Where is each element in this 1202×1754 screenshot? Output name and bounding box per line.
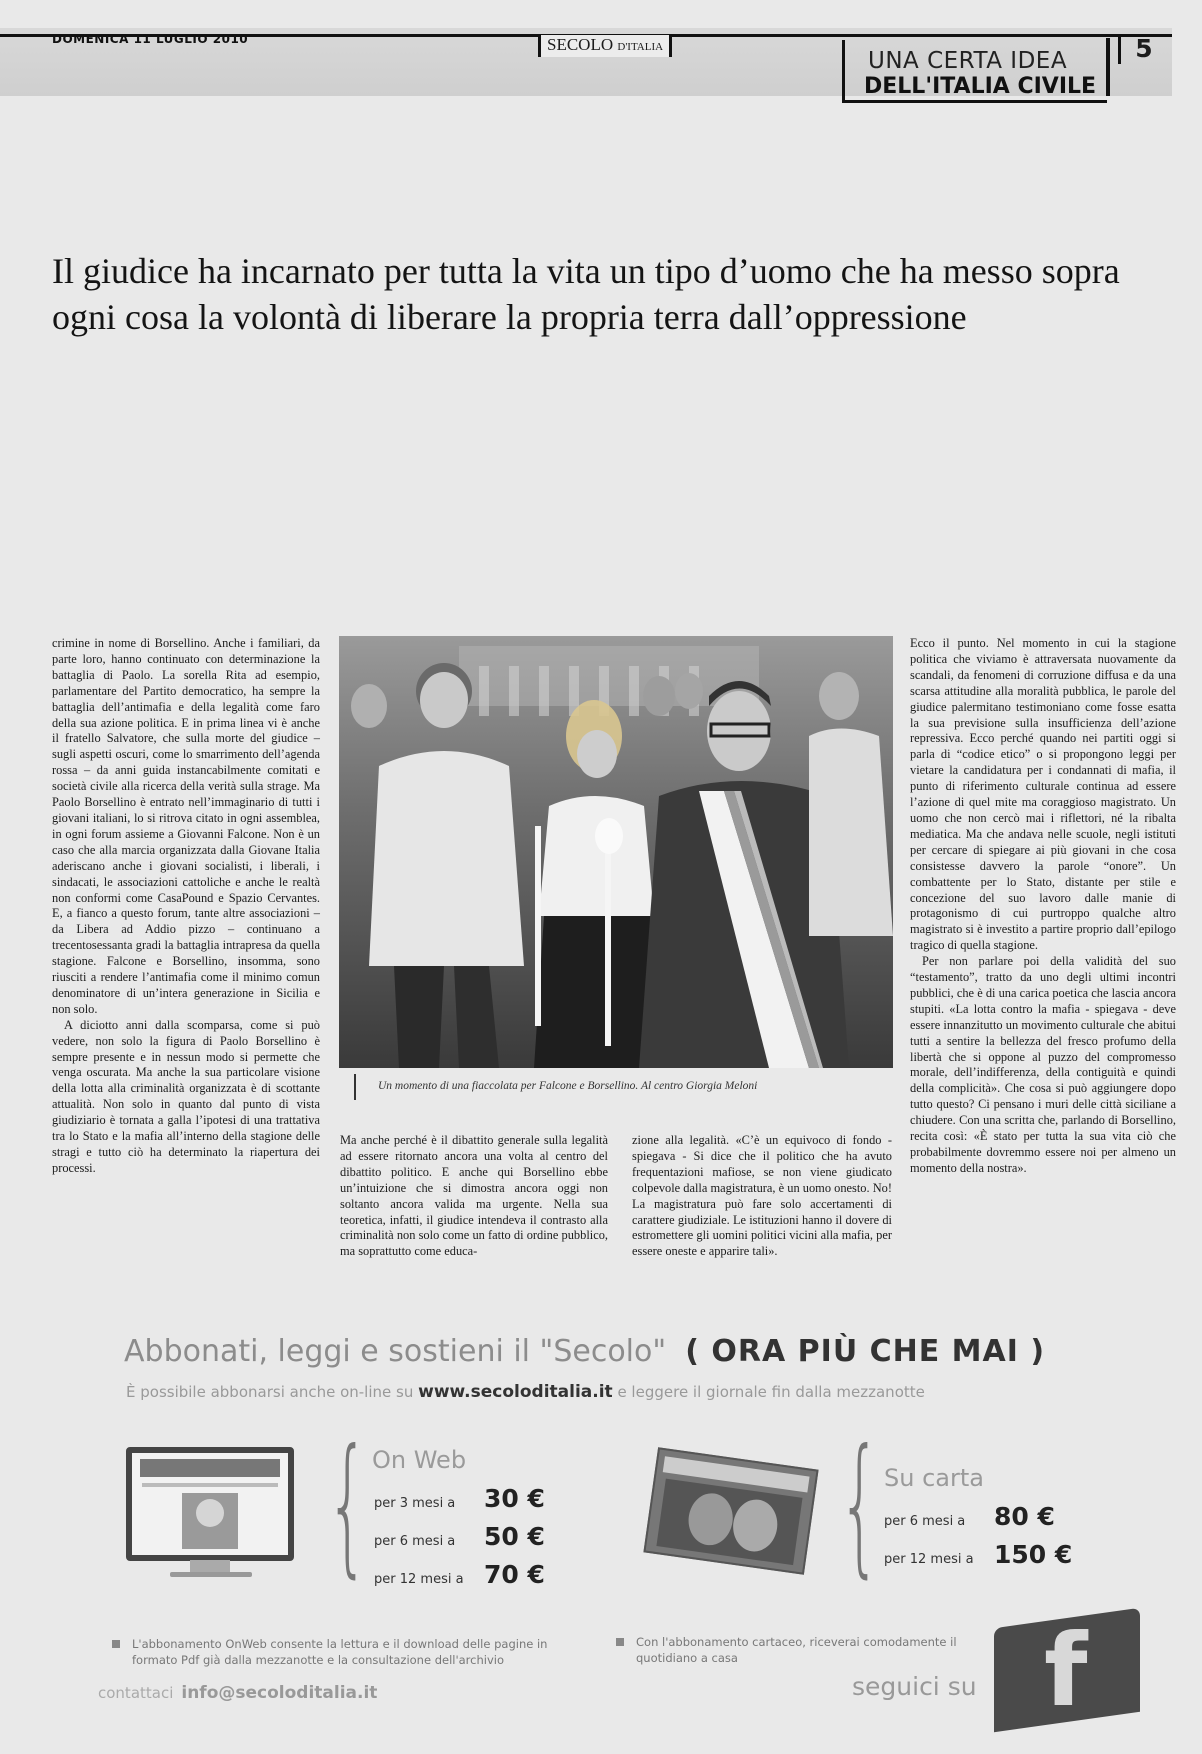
follow-text: seguici su	[852, 1672, 977, 1701]
article-headline: Il giudice ha incarnato per tutta la vita un tipo d’uomo che ha messo sopra ogni cosa la volontà di liberare la propria terra dall’oppressione	[52, 251, 1120, 337]
page-number: 5	[1118, 34, 1167, 64]
monitor-stand	[190, 1560, 230, 1572]
paragraph: crimine in nome di Borsellino. Anche i familiari, da parte loro, hanno continuato con determinazione la battaglia di Paolo. La sorella Rita ad esempio, parlamentare del Partito democratico, ha sempre la battaglia dell’antimafia e della legalità come faro della sua azione politica. E in prima linea vi è anche il fratello Salvatore, che sulla morte del giudice – sugli aspetti oscuri, come lo smarrimento dell’agenda rossa – da anni guida instancabilmente comitati e società civile alla ricerca della verità sulla strage. Ma Paolo Borsellino è entrato nell’immaginario di tutti i giovani italiani, lo si ritrova citato in ogni assemblea, in ogni forum assieme a Giovanni Falcone. Non è un caso che alla marcia organizzata dalla Giovane Italia aderiscano anche i giovani socialisti, i liberali, i sindacati, le associazioni cattoliche e anche le realtà non conformi come CasaPound e Spazio Cervantes. E, a fianco a questo forum, tante altre associazioni – da Libera ad Addio pizzo – continuano a trecentosessanta gradi la battaglia intrapresa da quella stagione. Falcone e Borsellino, insomma, sono riusciti a rendere l’antimafia come il minimo comun denominatore di un’intera generazione in Sicilia e non solo.	[52, 636, 320, 1016]
facebook-icon[interactable]: f	[1044, 1612, 1088, 1729]
carta-note-text: Con l'abbonamento cartaceo, riceverai comodamente il quotidiano a casa	[636, 1635, 957, 1665]
paragraph: zione alla legalità. «C’è un equivoco di fondo - spiegava - Si dice che il politico che ha avuto frequentazioni mafiose, se non viene giudicato colpevole dalla magistratura, è un uomo onesto. No! La magistratura può fare solo accertamenti di carattere giudiziale. Le istituzioni hanno il dovere di estromettere gli uomini politici vicini alla mafia, per essere oneste e apparire tali».	[632, 1133, 892, 1259]
caption-rule	[354, 1074, 356, 1100]
plan-price: 70 €	[484, 1560, 545, 1589]
photo-caption: Un momento di una fiaccolata per Falcone e Borsellino. Al centro Giorgia Meloni	[378, 1080, 758, 1092]
carta-note	[636, 1634, 996, 1666]
plan-label: per 12 mesi a	[884, 1552, 974, 1567]
carta-plan-row	[884, 1502, 1055, 1531]
web-note	[132, 1636, 572, 1668]
ad-website-link[interactable]: www.secoloditalia.it	[418, 1382, 613, 1402]
paragraph: A diciotto anni dalla scomparsa, come si può vedere, non solo la figura di Paolo Borsellino è sempre presente e in nessun modo si permette che venga oscurata. Ma anche la sua particolare visione della lotta alla criminalità organizzata è di scottante attualità. Non solo in quanto dal punto di vista giudiziario è tornata a galla l’ipotesi di una trattativa tra lo Stato e la mafia all’interno della stagione delle stragi e tutto ciò ha determinato la riapertura dei processi.	[52, 1017, 320, 1175]
contact-label: contattaci	[98, 1684, 174, 1702]
ad-title	[124, 1334, 1045, 1369]
ad-subtitle-pre: È possibile abbonarsi anche on-line su	[126, 1383, 414, 1401]
bullet-square-icon	[112, 1640, 120, 1648]
masthead-small: D'ITALIA	[617, 41, 664, 53]
paragraph: Per non parlare poi della validità del suo “testamento”, tratto da uno degli ultimi incontri pubblici, che è di una carica poetica che lascia ancora stupiti. «La lotta contro la mafia - spiegava - deve essere innanzitutto un movimento culturale che abitui tutti a sentire la bellezza del fresco profumo della libertà che si oppone al puzzo del compromesso morale, dell’indifferenza, della contiguità e quindi della complicità». Che cosa si può aggiungere dopo tutto questo? Ci pensano i muri delle città siciliane a chiudere. Con una scritta che, parlando di Borsellino, recita così: «È stato per tutta la sua vita ciò che probabilmente dovremmo essere noi per almeno un momento della nostra».	[910, 954, 1176, 1175]
photo-illustration	[339, 636, 893, 1068]
newspaper-icon	[643, 1447, 818, 1575]
article-photo	[339, 636, 893, 1068]
article-column-4	[910, 636, 1176, 1177]
monitor-icon	[126, 1447, 294, 1561]
carta-plan-row	[884, 1540, 1072, 1569]
brace-web: {	[326, 1418, 370, 1592]
monitor-base	[170, 1572, 252, 1577]
issue-date: DOMENICA 11 LUGLIO 2010	[52, 32, 249, 46]
plan-price: 50 €	[484, 1522, 545, 1551]
plan-label: per 6 mesi a	[884, 1514, 966, 1529]
article-column-3	[632, 1133, 892, 1260]
newspaper-illustration	[646, 1450, 817, 1573]
plan-price: 30 €	[484, 1484, 545, 1513]
web-plan-title: On Web	[372, 1446, 467, 1474]
plan-price: 80 €	[994, 1502, 1055, 1531]
ad-title-main: Abbonati, leggi e sostieni il "Secolo"	[124, 1334, 667, 1369]
article-column-2	[340, 1133, 608, 1260]
masthead	[538, 35, 672, 57]
monitor-screen-illustration	[132, 1453, 288, 1555]
brace-carta: {	[838, 1418, 882, 1592]
article-column-1	[52, 636, 320, 1177]
plan-label: per 12 mesi a	[374, 1572, 464, 1587]
paragraph: Ma anche perché è il dibattito generale sulla legalità ad essere ritornato ancora una volta al centro del dibattito politico. E anche qui Borsellino ebbe un’intuizione che si dimostra ancora oggi non soltanto ancora valida ma urgente. Nella sua teoretica, infatti, il giudice intendeva il contrasto alla criminalità non solo come un fatto di ordine pubblico, ma soprattutto come educa-	[340, 1133, 608, 1259]
carta-plan-title: Su carta	[884, 1464, 984, 1492]
plan-label: per 3 mesi a	[374, 1496, 456, 1511]
contact-line	[98, 1683, 377, 1703]
ad-title-emphasis: ( ORA PIÙ CHE MAI )	[685, 1334, 1046, 1369]
ad-subtitle-post: e leggere il giornale fin dalla mezzanotte	[617, 1383, 925, 1401]
bullet-square-icon	[616, 1638, 624, 1646]
section-title-line1: UNA CERTA IDEA	[868, 48, 1068, 74]
web-plan-row	[374, 1484, 545, 1513]
section-bar	[1106, 38, 1110, 96]
plan-price: 150 €	[994, 1540, 1073, 1569]
web-note-text: L'abbonamento OnWeb consente la lettura e il download delle pagine in formato Pdf già dalla mezzanotte e la consultazione dell'archivio	[132, 1637, 548, 1667]
plan-label: per 6 mesi a	[374, 1534, 456, 1549]
ad-subtitle	[126, 1382, 925, 1402]
contact-email-link[interactable]: info@secoloditalia.it	[181, 1683, 378, 1703]
section-title-line2: DELL'ITALIA CIVILE	[864, 74, 1097, 99]
paragraph: Ecco il punto. Nel momento in cui la stagione politica che viviamo è attraversata nuovamente da scandali, da fenomeni di corruzione diffusa e da una scarsa attitudine alla moralità pubblica, le parole del giudice palermitano testimoniano come fosse esatta la sua previsione sulla insufficienza dell’azione repressiva. Ecco perché quando nei partiti oggi si parla di “codice etico” o si propongono leggi per vietare la candidatura per i condannati di mafia, il punto di riferimento culturale continua ad essere l’azione di quel mite ma coraggioso magistrato. Un uomo che non cercò mai i riflettori, né la ribalta mediatica. Ma che andava nelle scuole, negli istituti per cercare di spiegare ai più giovani in che cosa consistesse davvero la parole “onore”. Un combattente per lo Stato, distante per stile e concezione del suo lavoro dalle manie di protagonismo di cui purtroppo qualche altro magistrato si è investito a partire proprio dall’epilogo tragico di quella stagione.	[910, 636, 1176, 953]
web-plan-row	[374, 1560, 545, 1589]
web-plan-row	[374, 1522, 545, 1551]
masthead-main: SECOLO	[547, 35, 614, 54]
